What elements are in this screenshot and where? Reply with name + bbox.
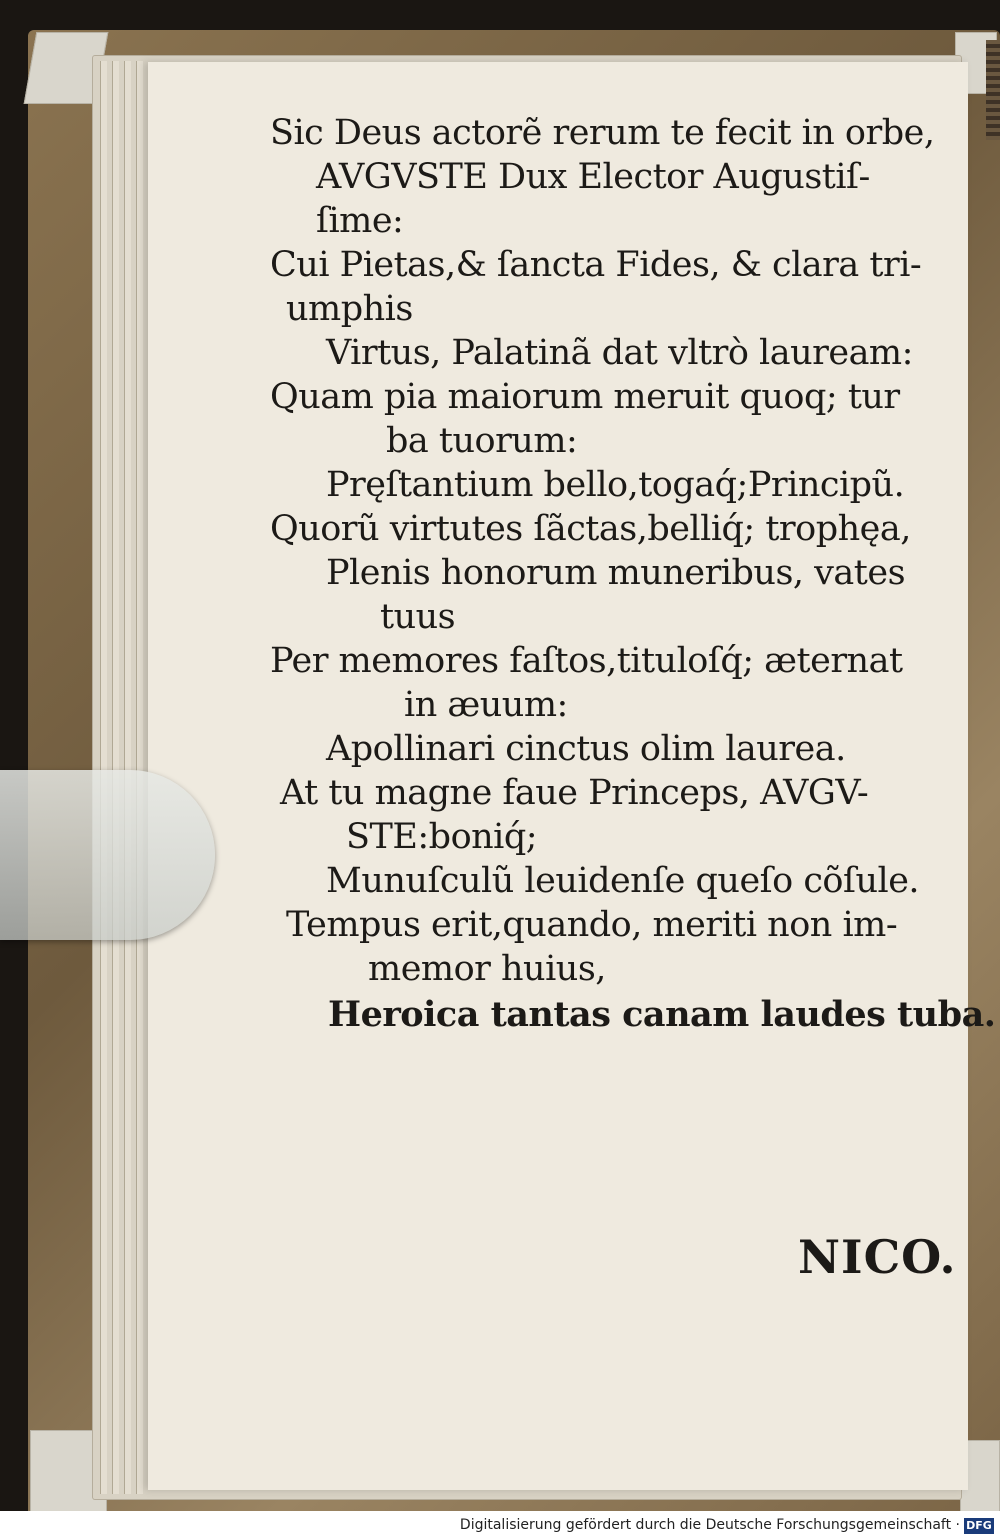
- page-holder-clip: [0, 770, 215, 940]
- verse-line: Pręſtantium bello,togaq́;Principũ.: [326, 465, 905, 505]
- footer-bar: [0, 1511, 1000, 1539]
- verse-line: in æuum:: [404, 685, 568, 725]
- verse-line: Virtus, Palatinã dat vltrò lauream:: [326, 333, 913, 373]
- verse-line: Quam pia maiorum meruit quoq; tur: [270, 377, 900, 417]
- verse-line: Per memores faſtos,tituloſq́; æternat: [270, 641, 903, 681]
- book-page: [148, 62, 996, 1490]
- verse-line: AVGVSTE Dux Elector Augustiſ-: [316, 157, 870, 197]
- verse-line: tuus: [380, 597, 456, 637]
- bookmark-ribbon: [986, 40, 1000, 140]
- verse-line: Plenis honorum muneribus, vates: [326, 553, 906, 593]
- verse-line: Apollinari cinctus olim laurea.: [326, 729, 846, 769]
- verse-line: At tu magne faue Princeps, AVGV-: [280, 773, 869, 813]
- verse-line: Sic Deus actorẽ rerum te fecit in orbe,: [270, 113, 935, 153]
- verse-line: umphis: [286, 289, 413, 329]
- verse-line: memor huius,: [368, 949, 606, 989]
- verse-line: ba tuorum:: [386, 421, 578, 461]
- verse-line: Tempus erit,quando, meriti non im-: [286, 905, 898, 945]
- verse-line: Heroica tantas canam laudes tuba.: [328, 994, 996, 1035]
- verse-line: Quorũ virtutes ſãctas,belliq́; trophęa,: [270, 509, 911, 549]
- catchword: NICO.: [798, 1230, 957, 1284]
- funding-credit: Digitalisierung gefördert durch die Deutsche Forschungsgemeinschaft ·: [459, 1517, 960, 1533]
- verse-line: Munuſculũ leuidenſe queſo cõſule.: [326, 861, 920, 901]
- verse-line: ſime:: [316, 201, 404, 241]
- verse-line: Cui Pietas,& ſancta Fides, & clara tri-: [270, 245, 922, 285]
- dfg-logo: DFG: [964, 1518, 994, 1534]
- verse-line: STE:boniq́;: [346, 817, 538, 857]
